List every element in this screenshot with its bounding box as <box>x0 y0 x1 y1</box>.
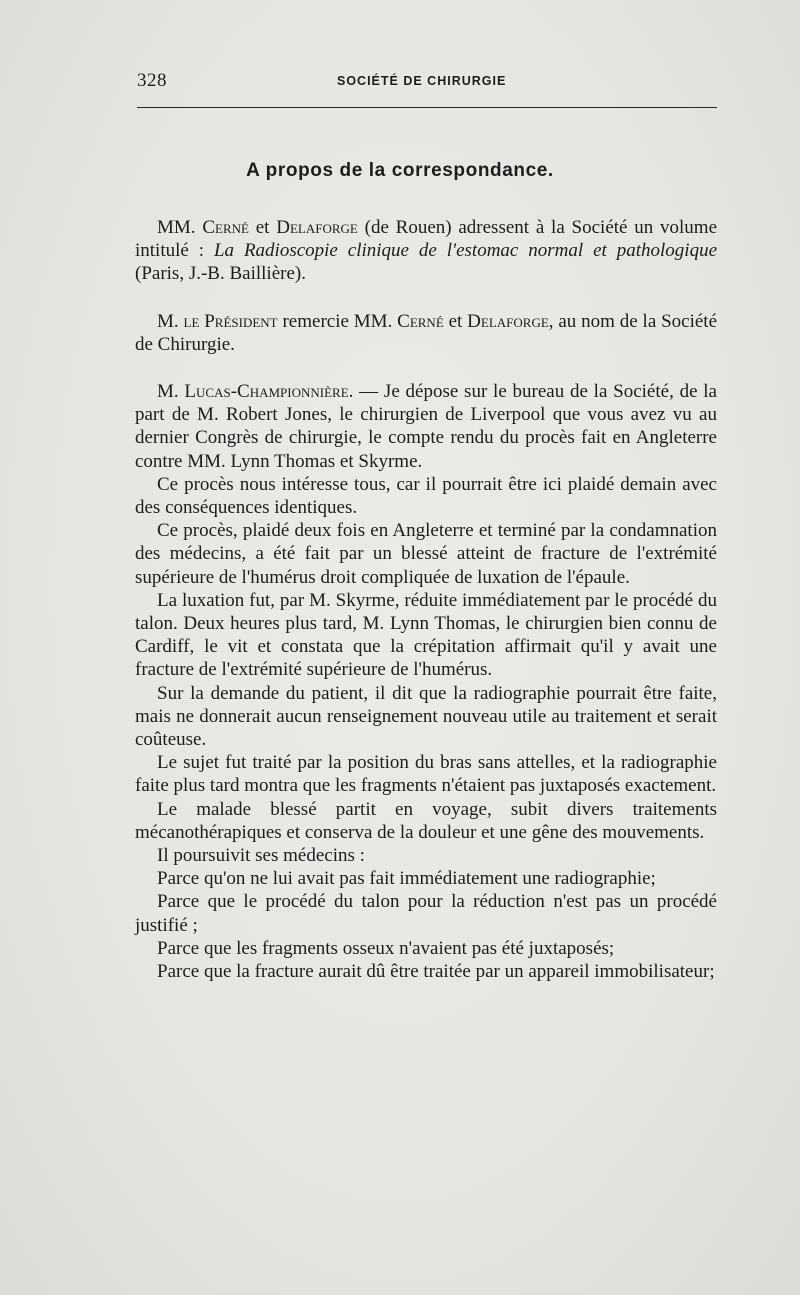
book-title: La Radioscopie clinique de l'estomac normal et pathologique <box>213 240 717 262</box>
text-run: MM. <box>157 217 203 238</box>
paragraph-6: La luxation fut, par M. Skyrme, réduite immédiatement par le procédé du talon. Deux heures plus tard, M. Lynn Thomas, le chirurgien bien connu de Cardiff, le vit et constata que la crépitation affirmait qu'il y avait une fracture de l'extrémité supérieure de l'humérus. <box>135 589 717 681</box>
paragraph-5: Ce procès, plaidé deux fois en Angleterre et terminé par la condamnation des médecins, a été fait par un blessé atteint de fracture de l'extrémité supérieure de l'humérus droit compliquée de luxation de l'épaule. <box>135 520 717 588</box>
paragraph-12: Parce que le procédé du talon pour la réduction n'est pas un procédé justifié ; <box>135 891 717 936</box>
text-run: M. <box>157 381 185 403</box>
speaker-name: Lucas-Championnière. <box>184 381 354 403</box>
text-run: (de Rouen) adressent à la Société un volume intitulé : <box>135 217 718 262</box>
paragraph-1 <box>135 216 717 286</box>
page-header <box>137 70 714 96</box>
text-run: remercie MM. <box>277 310 398 332</box>
paragraph-14: Parce que la fracture aurait dû être traitée par un appareil immobilisateur; <box>157 961 715 983</box>
header-rule <box>137 107 717 108</box>
paragraph-3 <box>135 380 717 473</box>
section-title: A propos de la correspondance. <box>246 160 554 181</box>
person-name: Cerné <box>202 217 249 238</box>
paragraph-8: Le sujet fut traité par la position du bras sans attelles, et la radiographie faite plus tard montra que les fragments n'étaient pas juxtaposés exactement. <box>135 752 717 797</box>
paragraph-9: Le malade blessé partit en voyage, subit divers traitements mécanothérapiques et conserva de la douleur et une gêne des mouvements. <box>135 798 717 843</box>
title-president: le Président <box>183 310 278 332</box>
text-run: , au nom de la Société de Chirurgie. <box>135 310 718 355</box>
paragraph-4: Ce procès nous intéresse tous, car il pourrait être ici plaidé demain avec des conséquences identiques. <box>135 473 717 519</box>
paragraph-7: Sur la demande du patient, il dit que la radiographie pourrait être faite, mais ne donnerait aucun renseignement nouveau utile au traitement et serait coûteuse. <box>135 682 717 751</box>
text-run: et <box>443 310 468 332</box>
text-run: M. <box>157 310 184 332</box>
text-run: (Paris, J.-B. Baillière). <box>135 263 306 285</box>
body-text <box>135 216 717 983</box>
text-run: — Je dépose sur le bureau de la Société, de la part de M. Robert Jones, le chirurgien de Liverpool que vous avez vu au dernier Congrès de chirurgie, le compte rendu du procès fait en Angleterre contre MM. Lynn Thomas et Skyrme. <box>135 381 717 472</box>
page-number: 328 <box>137 70 167 91</box>
person-name: Cerné <box>397 310 444 332</box>
text-run: et <box>248 217 277 238</box>
paragraph-13: Parce que les fragments osseux n'avaient pas été juxtaposés; <box>157 937 615 959</box>
person-name: Delaforge <box>276 217 358 238</box>
person-name: Delaforge <box>467 310 549 332</box>
running-title: SOCIÉTÉ DE CHIRURGIE <box>337 74 507 88</box>
paragraph-11: Parce qu'on ne lui avait pas fait immédiatement une radiographie; <box>157 868 656 890</box>
paragraph-10: Il poursuivit ses médecins : <box>157 845 365 867</box>
paragraph-2 <box>135 310 717 356</box>
